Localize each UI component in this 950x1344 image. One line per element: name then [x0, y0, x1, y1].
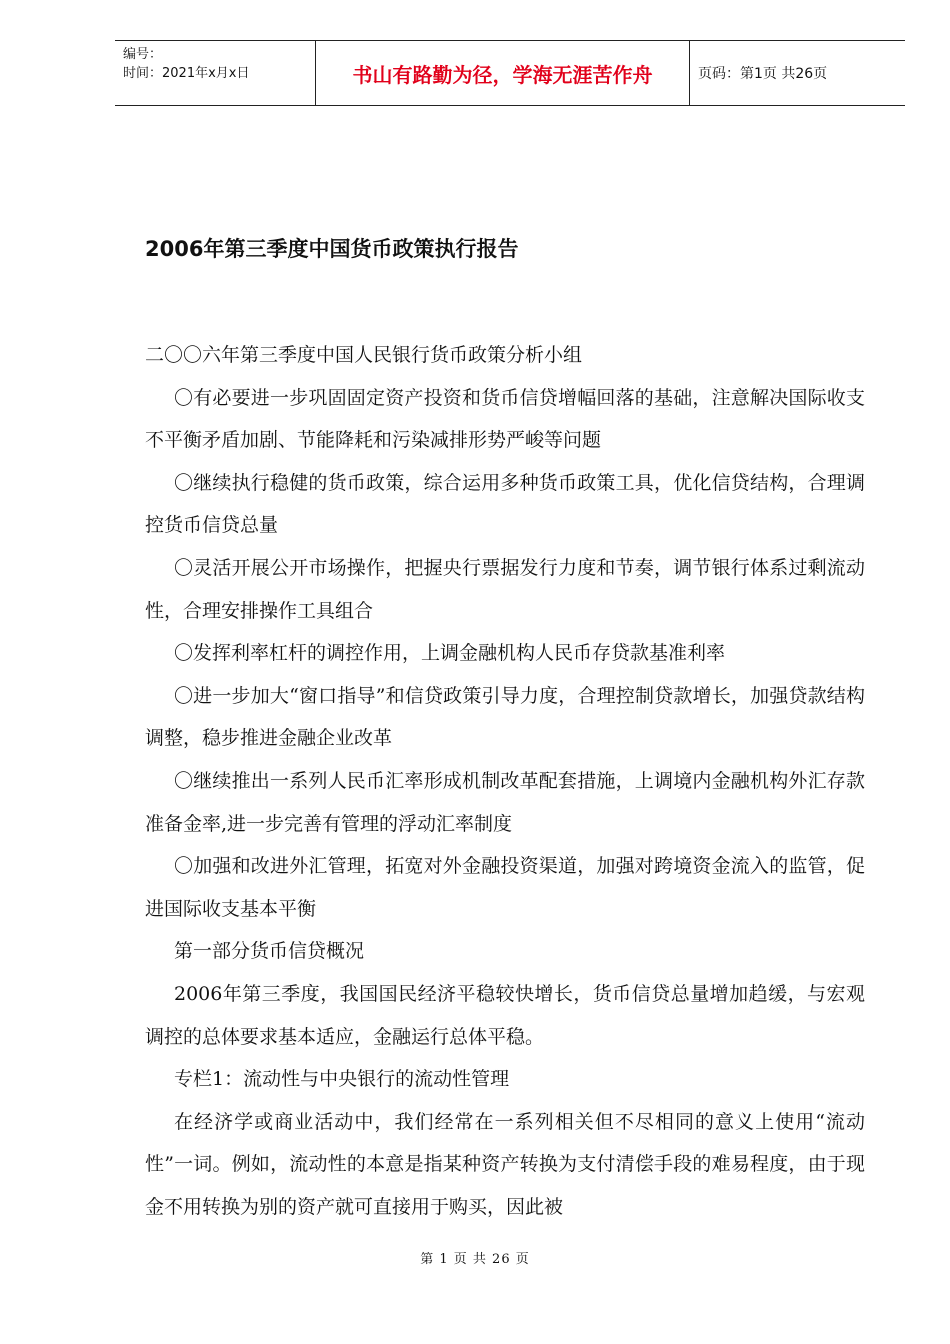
page-footer: 第 1 页 共 26 页 [420, 1252, 530, 1267]
header-meta [115, 41, 315, 105]
paragraph: 〇灵活开展公开市场操作，把握央行票据发行力度和节奏，调节银行体系过剩流动性，合理安排操作工具组合 [145, 556, 865, 622]
document-number-label: 编号： [123, 47, 163, 62]
paragraph: 〇继续推出一系列人民币汇率形成机制改革配套措施，上调境内金融机构外汇存款准备金率,进一步完善有管理的浮动汇率制度 [145, 769, 865, 835]
paragraph: 〇有必要进一步巩固固定资产投资和货币信贷增幅回落的基础，注意解决国际收支不平衡矛盾加剧、节能降耗和污染减排形势严峻等问题 [145, 386, 865, 452]
paragraph: 在经济学或商业活动中，我们经常在一系列相关但不尽相同的意义上使用“流动性”一词。例如，流动性的本意是指某种资产转换为支付清偿手段的难易程度，由于现金不用转换为别的资产就可直接用于购买，因此被 [145, 1110, 865, 1218]
paragraph: 〇继续执行稳健的货币政策，综合运用多种货币政策工具，优化信贷结构，合理调控货币信贷总量 [145, 471, 865, 537]
sidebar-heading: 专栏1：流动性与中央银行的流动性管理 [174, 1068, 510, 1091]
document-date-label: 时间：2021年x月x日 [123, 66, 250, 81]
paragraph: 2006年第三季度，我国国民经济平稳较快增长，货币信贷总量增加趋缓，与宏观调控的总体要求基本适应，金融运行总体平稳。 [145, 982, 865, 1048]
header-motto: 书山有路勤为径，学海无涯苦作舟 [315, 41, 690, 105]
paragraph: 二〇〇六年第三季度中国人民银行货币政策分析小组 [145, 344, 583, 366]
document-body [145, 334, 865, 1228]
paragraph: 〇发挥利率杠杆的调控作用，上调金融机构人民币存贷款基准利率 [174, 642, 726, 665]
header-page-label: 页码：第1页 共26页 [698, 66, 828, 82]
paragraph: 〇加强和改进外汇管理，拓宽对外金融投资渠道，加强对跨境资金流入的监管，促进国际收支基本平衡 [145, 855, 865, 920]
document-title: 2006年第三季度中国货币政策执行报告 [145, 237, 519, 261]
paragraph: 〇进一步加大“窗口指导”和信贷政策引导力度，合理控制贷款增长，加强贷款结构调整，稳步推进金融企业改革 [145, 684, 865, 750]
page-header [115, 40, 905, 106]
section-heading: 第一部分货币信贷概况 [174, 940, 365, 963]
